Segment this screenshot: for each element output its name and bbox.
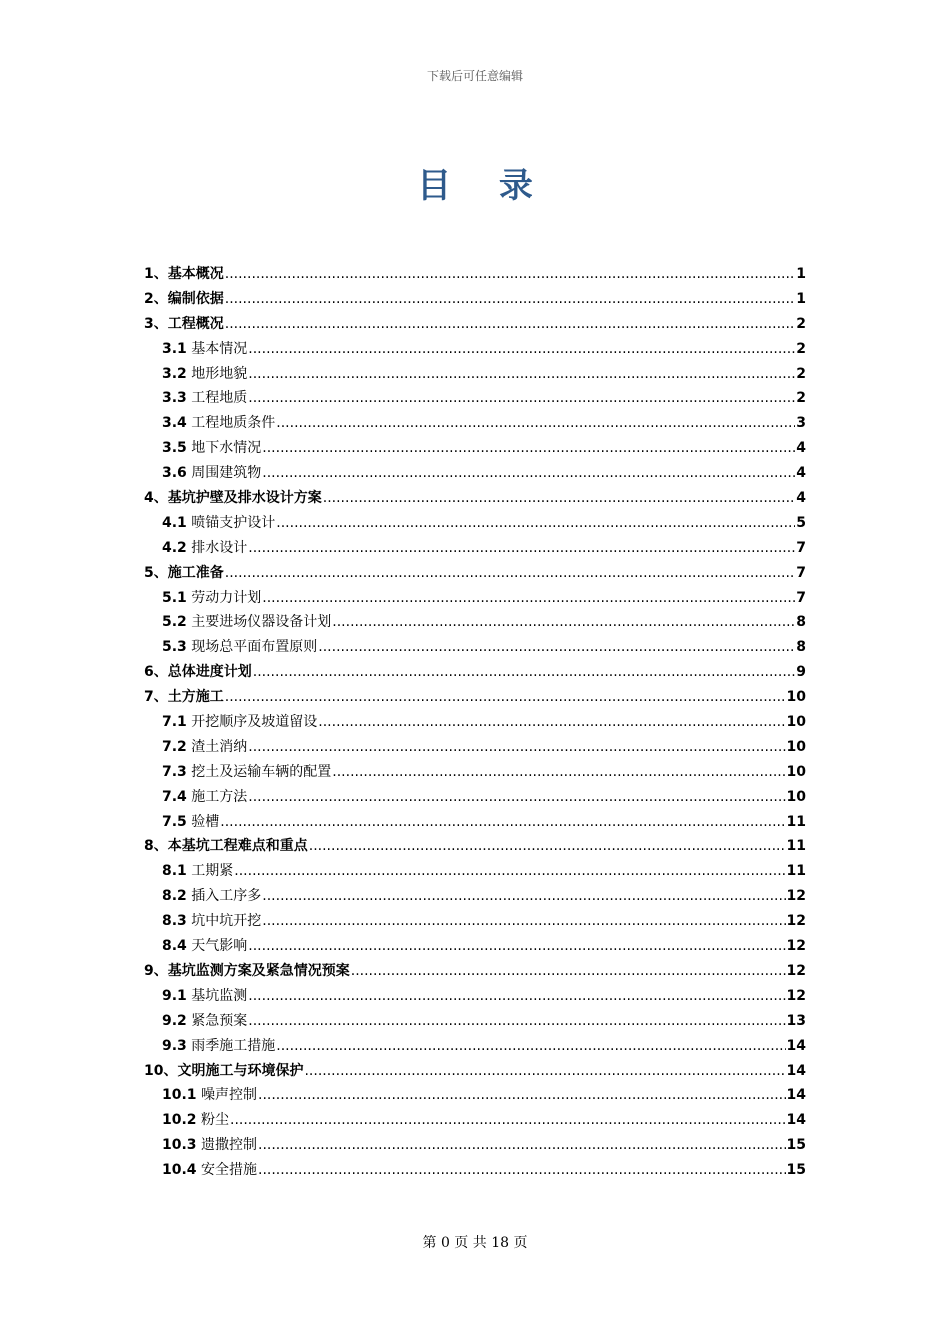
toc-entry-text: 工程地质 [186, 390, 248, 407]
toc-entry-text: 本基坑工程难点和重点 [167, 838, 308, 855]
toc-leader-dots [225, 287, 796, 312]
toc-entry-label [162, 859, 233, 884]
toc-entry-text: 坑中坑开挖 [186, 913, 262, 930]
toc-page-number: 4 [796, 465, 806, 482]
toc-entry-number: 3.3 [162, 390, 187, 407]
toc-entry[interactable] [144, 536, 806, 561]
toc-entry[interactable] [144, 735, 806, 760]
toc-entry[interactable] [144, 386, 806, 411]
toc-entry-label [144, 834, 308, 859]
toc-entry[interactable] [144, 1059, 806, 1084]
toc-entry[interactable] [144, 1158, 806, 1183]
toc-entry-number: 10.2 [162, 1112, 197, 1129]
toc-entry-label [144, 660, 252, 685]
toc-leader-dots [248, 337, 795, 362]
toc-page-number: 14 [786, 1037, 806, 1054]
toc-entry-number: 5.3 [162, 639, 187, 656]
toc-leader-dots [318, 710, 785, 735]
toc-entry-label [162, 511, 275, 536]
toc-entry-label [144, 1059, 303, 1084]
toc-entry-text: 基坑监测 [186, 987, 248, 1004]
toc-page-number: 5 [796, 514, 806, 531]
toc-entry-number: 6、 [144, 664, 168, 681]
toc-page-number: 3 [796, 415, 806, 432]
toc-entry[interactable] [144, 1133, 806, 1158]
toc-page-number: 14 [786, 1062, 806, 1079]
toc-entry-text: 基坑护壁及排水设计方案 [167, 490, 322, 507]
toc-entry-text: 基坑监测方案及紧急情况预案 [167, 962, 350, 979]
toc-leader-dots [230, 1108, 786, 1133]
toc-leader-dots [225, 312, 796, 337]
toc-leader-dots [225, 262, 796, 287]
header-note: 下载后可任意编辑 [426, 69, 523, 83]
toc-entry-text: 地形地貌 [186, 365, 248, 382]
toc-page-number: 12 [786, 938, 806, 955]
toc-entry-number: 3.5 [162, 440, 187, 457]
toc-page-number: 2 [796, 340, 806, 357]
toc-entry-text: 基本情况 [186, 340, 248, 357]
toc-leader-dots [248, 1009, 785, 1034]
toc-entry-number: 9.1 [162, 987, 187, 1004]
toc-page-number: 15 [786, 1162, 806, 1179]
toc-leader-dots [220, 810, 785, 835]
toc-entry-number: 10.1 [162, 1087, 197, 1104]
toc-entry[interactable] [144, 461, 806, 486]
toc-page-number: 12 [786, 888, 806, 905]
toc-entry[interactable] [144, 909, 806, 934]
toc-entry[interactable] [144, 610, 806, 635]
toc-page-number: 1 [796, 266, 806, 282]
toc-leader-dots [248, 785, 785, 810]
toc-entry-label [162, 337, 247, 362]
toc-entry-text: 天气影响 [186, 938, 248, 955]
toc-leader-dots [248, 386, 795, 411]
toc-entry-label [162, 1108, 229, 1133]
toc-entry[interactable] [144, 362, 806, 387]
toc-entry[interactable] [144, 760, 806, 785]
toc-entry-number: 7.5 [162, 813, 187, 830]
toc-leader-dots [323, 486, 796, 511]
toc-page-number: 15 [786, 1137, 806, 1154]
toc-entry[interactable] [144, 411, 806, 436]
toc-page-number: 11 [786, 813, 806, 830]
toc-entry-number: 5.2 [162, 614, 187, 631]
toc-entry[interactable] [144, 685, 806, 710]
toc-entry-text: 挖土及运输车辆的配置 [186, 763, 332, 780]
toc-entry-text: 排水设计 [186, 539, 248, 556]
toc-leader-dots [258, 1158, 786, 1183]
toc-leader-dots [262, 884, 785, 909]
toc-entry-number: 3、 [144, 315, 168, 332]
toc-entry-label [162, 934, 247, 959]
toc-entry-label [144, 959, 350, 984]
toc-entry-label [162, 386, 247, 411]
toc-page-number: 10 [786, 714, 806, 731]
toc-entry-text: 喷锚支护设计 [186, 514, 276, 531]
toc-entry-text: 工程概况 [167, 315, 224, 332]
toc-entry-label [162, 461, 261, 486]
toc-entry-number: 4、 [144, 490, 168, 507]
toc-entry-number: 10.4 [162, 1162, 197, 1179]
toc-entry[interactable] [144, 959, 806, 984]
toc-entry[interactable] [144, 1034, 806, 1059]
toc-entry-text: 噪声控制 [196, 1087, 257, 1104]
toc-entry-text: 工程地质条件 [186, 415, 276, 432]
toc-page-number: 2 [796, 365, 806, 382]
toc-entry-label [162, 1009, 247, 1034]
toc-entry-label [162, 1083, 257, 1108]
page-footer: 第 0 页 共 18 页 [422, 1235, 528, 1251]
toc-entry-number: 5、 [144, 564, 168, 581]
toc-leader-dots [318, 635, 795, 660]
toc-entry[interactable] [144, 635, 806, 660]
toc-entry-number: 10.3 [162, 1137, 197, 1154]
toc-entry[interactable] [144, 934, 806, 959]
toc-entry[interactable] [144, 1108, 806, 1133]
toc-page-number: 8 [796, 614, 806, 631]
toc-leader-dots [262, 909, 785, 934]
toc-page-number: 7 [796, 564, 806, 581]
toc-entry[interactable] [144, 810, 806, 835]
toc-entry-text: 安全措施 [196, 1162, 257, 1179]
toc-leader-dots [248, 536, 795, 561]
toc-entry-text: 开挖顺序及坡道留设 [186, 714, 318, 731]
toc-entry-label [162, 362, 247, 387]
toc-page-number: 14 [786, 1112, 806, 1129]
toc-entry-number: 3.2 [162, 365, 187, 382]
toc-entry[interactable] [144, 785, 806, 810]
toc-entry-label [162, 735, 247, 760]
toc-entry-label [162, 785, 247, 810]
toc-page-number: 7 [796, 589, 806, 606]
toc-entry-text: 文明施工与环境保护 [177, 1062, 304, 1079]
toc-entry-number: 8.3 [162, 913, 187, 930]
toc-entry-number: 8.4 [162, 938, 187, 955]
toc-page-number: 10 [786, 689, 806, 706]
toc-entry-text: 编制依据 [167, 290, 224, 307]
toc-entry[interactable] [144, 436, 806, 461]
toc-entry-text: 周围建筑物 [186, 465, 262, 482]
toc-leader-dots [248, 362, 795, 387]
toc-entry-number: 8、 [144, 838, 168, 855]
toc-entry-number: 5.1 [162, 589, 187, 606]
toc-entry-number: 3.1 [162, 340, 187, 357]
toc-leader-dots [248, 984, 785, 1009]
toc-entry-number: 4.2 [162, 539, 187, 556]
toc-entry-text: 雨季施工措施 [186, 1037, 276, 1054]
toc-entry[interactable] [144, 561, 806, 586]
toc-leader-dots [258, 1083, 786, 1108]
toc-leader-dots [225, 685, 786, 710]
toc-leader-dots [332, 760, 785, 785]
toc-entry[interactable] [144, 287, 806, 312]
toc-page-number: 2 [796, 315, 806, 332]
toc-leader-dots [253, 660, 796, 685]
toc-entry-label [162, 1133, 257, 1158]
toc-entry-number: 9.2 [162, 1012, 187, 1029]
toc-entry-text: 现场总平面布置原则 [186, 639, 318, 656]
toc-entry-number: 3.4 [162, 415, 187, 432]
toc-entry-number: 4.1 [162, 514, 187, 531]
toc-entry[interactable] [144, 984, 806, 1009]
toc-leader-dots [304, 1059, 785, 1084]
toc-entry-label [162, 984, 247, 1009]
toc-entry-label [162, 810, 219, 835]
toc-entry-number: 7.4 [162, 788, 187, 805]
toc-page-number: 13 [786, 1012, 806, 1029]
toc-page-number: 8 [796, 639, 806, 656]
toc-entry-text: 基本概况 [167, 266, 224, 282]
toc-entry-text: 地下水情况 [186, 440, 262, 457]
toc-entry-label [162, 586, 261, 611]
toc-page-number: 12 [786, 913, 806, 930]
toc-entry[interactable] [144, 486, 806, 511]
toc-leader-dots [248, 934, 785, 959]
toc-entry-number: 8.1 [162, 863, 187, 880]
toc-entry-label [162, 909, 261, 934]
toc-entry-text: 粉尘 [196, 1112, 229, 1129]
toc-leader-dots [225, 561, 796, 586]
toc-entry-label [144, 312, 224, 337]
toc-entry-text: 施工方法 [186, 788, 248, 805]
toc-entry-label [162, 1158, 257, 1183]
toc-entry[interactable] [144, 1083, 806, 1108]
toc-entry-number: 7.2 [162, 738, 187, 755]
toc-entry-number: 9、 [144, 962, 168, 979]
toc-entry-number: 7.3 [162, 763, 187, 780]
toc-entry-label [144, 561, 224, 586]
toc-title: 目 录 [417, 166, 551, 206]
toc-entry-text: 紧急预案 [186, 1012, 248, 1029]
toc-leader-dots [276, 411, 795, 436]
toc-entry-label [162, 884, 261, 909]
toc-entry[interactable] [144, 710, 806, 735]
toc-entry-label [144, 685, 224, 710]
toc-page-number: 4 [796, 440, 806, 457]
toc-entry-number: 7、 [144, 689, 168, 706]
toc-entry-number: 9.3 [162, 1037, 187, 1054]
toc-entry-label [162, 536, 247, 561]
toc-page-number: 10 [786, 788, 806, 805]
toc-entry[interactable] [144, 660, 806, 685]
toc-page-number: 10 [786, 738, 806, 755]
toc-page-number: 14 [786, 1087, 806, 1104]
toc-entry-text: 土方施工 [167, 689, 224, 706]
toc-page-number: 7 [796, 539, 806, 556]
toc-leader-dots [276, 1034, 785, 1059]
toc-leader-dots [351, 959, 786, 984]
toc-leader-dots [234, 859, 785, 884]
toc-page-number: 11 [786, 838, 806, 855]
toc-page-number: 11 [786, 863, 806, 880]
toc-leader-dots [258, 1133, 786, 1158]
toc-entry-text: 施工准备 [167, 564, 224, 581]
toc-entry-label [162, 436, 261, 461]
toc-entry-label [162, 610, 331, 635]
toc-page-number: 4 [796, 490, 806, 507]
toc-entry-number: 7.1 [162, 714, 187, 731]
toc-entry[interactable] [144, 337, 806, 362]
toc-entry-text: 劳动力计划 [186, 589, 262, 606]
toc-entry-label [162, 710, 317, 735]
toc-leader-dots [309, 834, 786, 859]
toc-entry-text: 主要进场仪器设备计划 [186, 614, 332, 631]
toc-entry[interactable] [144, 1009, 806, 1034]
toc-entry-number: 10、 [144, 1062, 178, 1079]
toc-entry[interactable] [144, 586, 806, 611]
toc-entry[interactable] [144, 312, 806, 337]
toc-page-number: 10 [786, 763, 806, 780]
toc-leader-dots [262, 461, 795, 486]
toc-page-number: 2 [796, 390, 806, 407]
toc-leader-dots [248, 735, 785, 760]
toc-leader-dots [276, 511, 795, 536]
toc-entry-number: 3.6 [162, 465, 187, 482]
toc-page-number: 12 [786, 962, 806, 979]
toc-entry-label [162, 760, 331, 785]
toc-entry-label [144, 262, 224, 287]
toc-entry-text: 插入工序多 [186, 888, 262, 905]
toc-leader-dots [262, 586, 795, 611]
toc-entry[interactable] [144, 262, 806, 287]
toc-entry[interactable] [144, 884, 806, 909]
toc-entry-label [162, 411, 275, 436]
toc-entry-number: 1、 [144, 266, 168, 282]
toc-entry-label [144, 287, 224, 312]
toc-entry-text: 总体进度计划 [167, 664, 252, 681]
toc-entry-label [162, 635, 317, 660]
toc-page-number: 9 [796, 664, 806, 681]
toc-entry[interactable] [144, 859, 806, 884]
toc-entry-text: 工期紧 [186, 863, 234, 880]
toc-leader-dots [332, 610, 795, 635]
toc-entry-number: 2、 [144, 290, 168, 307]
toc-entry-number: 8.2 [162, 888, 187, 905]
toc-entry[interactable] [144, 834, 806, 859]
toc-entry[interactable] [144, 511, 806, 536]
toc-entry-label [144, 486, 322, 511]
toc-entry-label [162, 1034, 275, 1059]
toc-entry-text: 遗撒控制 [196, 1137, 257, 1154]
toc-page-number: 1 [796, 290, 806, 307]
toc-page-number: 12 [786, 987, 806, 1004]
toc-entry-text: 验槽 [186, 813, 220, 830]
toc-leader-dots [262, 436, 795, 461]
toc-entry-text: 渣土消纳 [186, 738, 248, 755]
table-of-contents [144, 262, 806, 1183]
